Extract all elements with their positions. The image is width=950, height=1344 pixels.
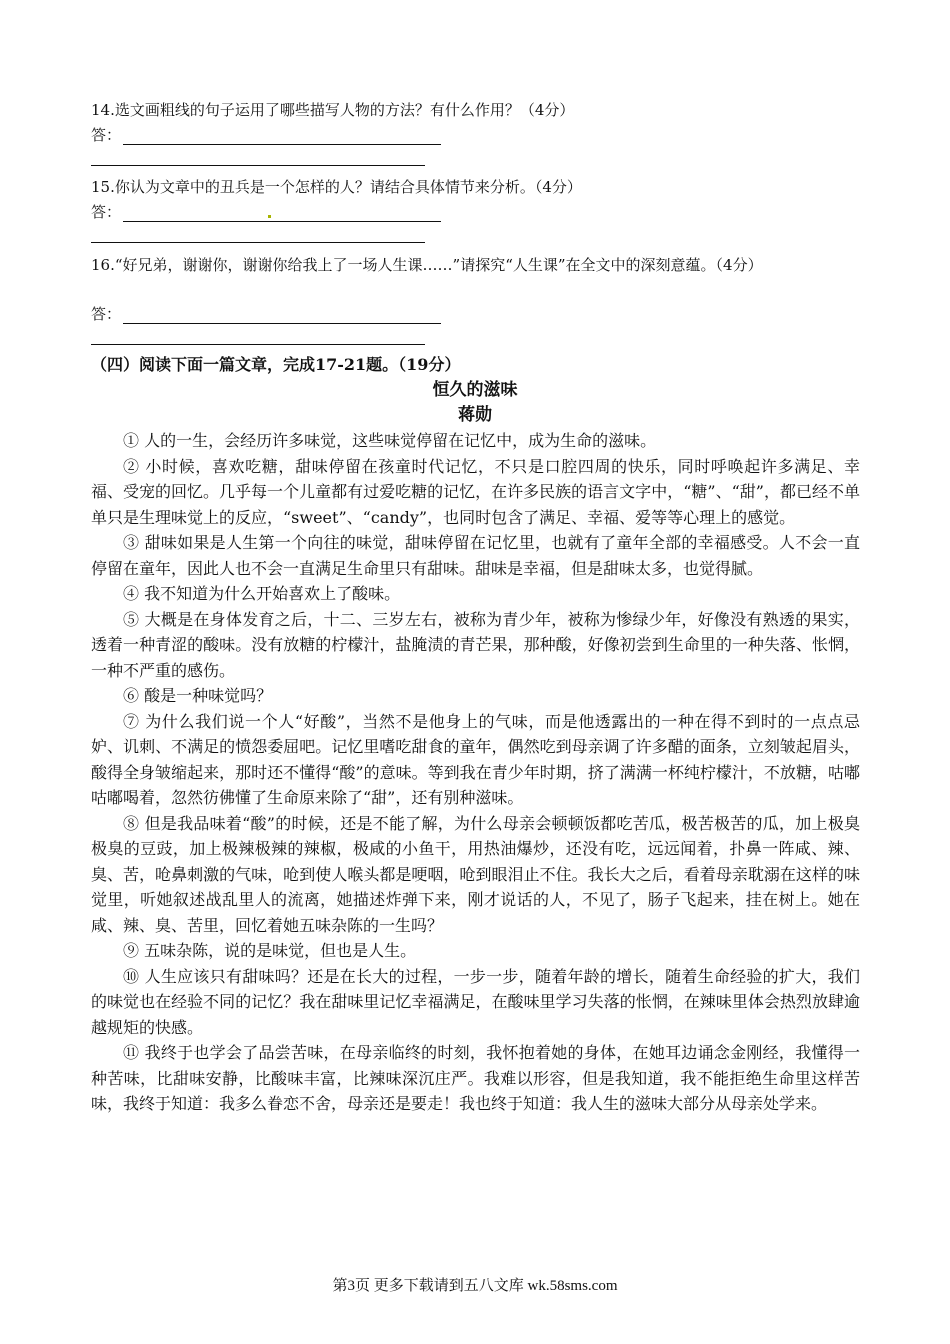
section-heading: （四）阅读下面一篇文章，完成17-21题。（19分） — [91, 355, 461, 374]
page-footer: 第3页 更多下载请到五八文库 wk.58sms.com — [332, 1278, 618, 1294]
answer-label: 答： — [91, 305, 122, 323]
answer-line[interactable] — [123, 205, 441, 222]
article-body — [91, 428, 860, 1117]
paragraph-5: ⑤ 大概是在身体发育之后，十二、三岁左右，被称为青少年，被称为惨绿少年，好像没有熟透的果实，透着一种青涩的酸味。没有放糖的柠檬汁，盐腌渍的青芒果，那种酸，好像初尝到生命里的一种失落、怅惘，一种不严重的感伤。 — [91, 609, 860, 680]
answer-line-extra[interactable] — [91, 344, 425, 345]
answer-line[interactable] — [123, 307, 441, 324]
paragraph-1: ① 人的一生，会经历许多味觉，这些味觉停留在记忆中，成为生命的滋味。 — [123, 431, 657, 450]
answer-16 — [91, 304, 441, 324]
answer-label: 答： — [91, 203, 122, 221]
answer-14 — [91, 125, 441, 145]
question-15: 15.你认为文章中的丑兵是一个怎样的人？请结合具体情节来分析。（4分） — [91, 178, 582, 196]
paragraph-9: ⑨ 五味杂陈，说的是味觉，但也是人生。 — [123, 941, 417, 960]
question-16: 16.“好兄弟，谢谢你，谢谢你给我上了一场人生课……”请探究“人生课”在全文中的深刻意蕴。（4分） — [91, 256, 763, 274]
answer-line[interactable] — [123, 128, 441, 145]
answer-15 — [91, 202, 441, 222]
answer-line-extra[interactable] — [91, 165, 425, 166]
question-14: 14.选文画粗线的句子运用了哪些描写人物的方法？有什么作用？（4分） — [91, 101, 575, 119]
answer-label: 答： — [91, 126, 122, 144]
mark-dot — [268, 215, 271, 218]
paragraph-7: ⑦ 为什么我们说一个人“好酸”，当然不是他身上的气味，而是他透露出的一种在得不到时的一点点忌妒、讥刺、不满足的愤怨委屈吧。记忆里嗜吃甜食的童年，偶然吃到母亲调了许多醋的面条，立刻皱起眉头，酸得全身皱缩起来，那时还不懂得“酸”的意味。等到我在青少年时期，挤了满满一杯纯柠檬汁，不放糖，咕嘟咕嘟喝着，忽然彷佛懂了生命原来除了“甜”，还有别种滋味。 — [91, 711, 860, 807]
paragraph-6: ⑥ 酸是一种味觉吗？ — [123, 686, 273, 705]
paragraph-10: ⑩ 人生应该只有甜味吗？还是在长大的过程，一步一步，随着年龄的增长，随着生命经验的扩大，我们的味觉也在经验不同的记忆？我在甜味里记忆幸福满足，在酸味里学习失落的怅惘，在辣味里体会热烈放肆逾越规矩的快感。 — [91, 966, 860, 1037]
paragraph-4: ④ 我不知道为什么开始喜欢上了酸味。 — [123, 584, 401, 603]
paragraph-3: ③ 甜味如果是人生第一个向往的味觉，甜味停留在记忆里，也就有了童年全部的幸福感受。人不会一直停留在童年，因此人也不会一直满足生命里只有甜味。甜味是幸福，但是甜味太多，也觉得腻。 — [91, 533, 860, 578]
article-author: 蒋勋 — [458, 405, 492, 425]
paragraph-11: ⑪ 我终于也学会了品尝苦味，在母亲临终的时刻，我怀抱着她的身体，在她耳边诵念金刚经，我懂得一种苦味，比甜味安静，比酸味丰富，比辣味深沉庄严。我难以形容，但是我知道，我不能拒绝生命里这样苦味，我终于知道：我多么眷恋不舍，母亲还是要走！我也终于知道：我人生的滋味大部分从母亲处学来。 — [91, 1043, 860, 1113]
article-title: 恒久的滋味 — [432, 380, 518, 400]
answer-line-extra[interactable] — [91, 242, 425, 243]
paragraph-2: ② 小时候，喜欢吃糖，甜味停留在孩童时代记忆，不只是口腔四周的快乐，同时呼唤起许多满足、幸福、受宠的回忆。几乎每一个儿童都有过爱吃糖的记忆，在许多民族的语言文字中，“糖”、“甜”，都已经不单单只是生理味觉上的反应，“sweet”、“candy”，也同时包含了满足、幸福、爱等等心理上的感觉。 — [91, 456, 860, 527]
paragraph-8: ⑧ 但是我品味着“酸”的时候，还是不能了解，为什么母亲会顿顿饭都吃苦瓜，极苦极苦的瓜，加上极臭极臭的豆豉，加上极辣极辣的辣椒，极咸的小鱼干，用热油爆炒，还没有吃，远远闻着，扑鼻一阵咸、辣、臭、苦，呛鼻刺激的气味，呛到使人喉头都是哽咽，呛到眼泪止不住。我长大之后，看着母亲耽溺在这样的味觉里，听她叙述战乱里人的流离，她描述炸弹下来，刚才说话的人，不见了，肠子飞起来，挂在树上。她在咸、辣、臭、苦里，回忆着她五味杂陈的一生吗？ — [91, 813, 860, 935]
